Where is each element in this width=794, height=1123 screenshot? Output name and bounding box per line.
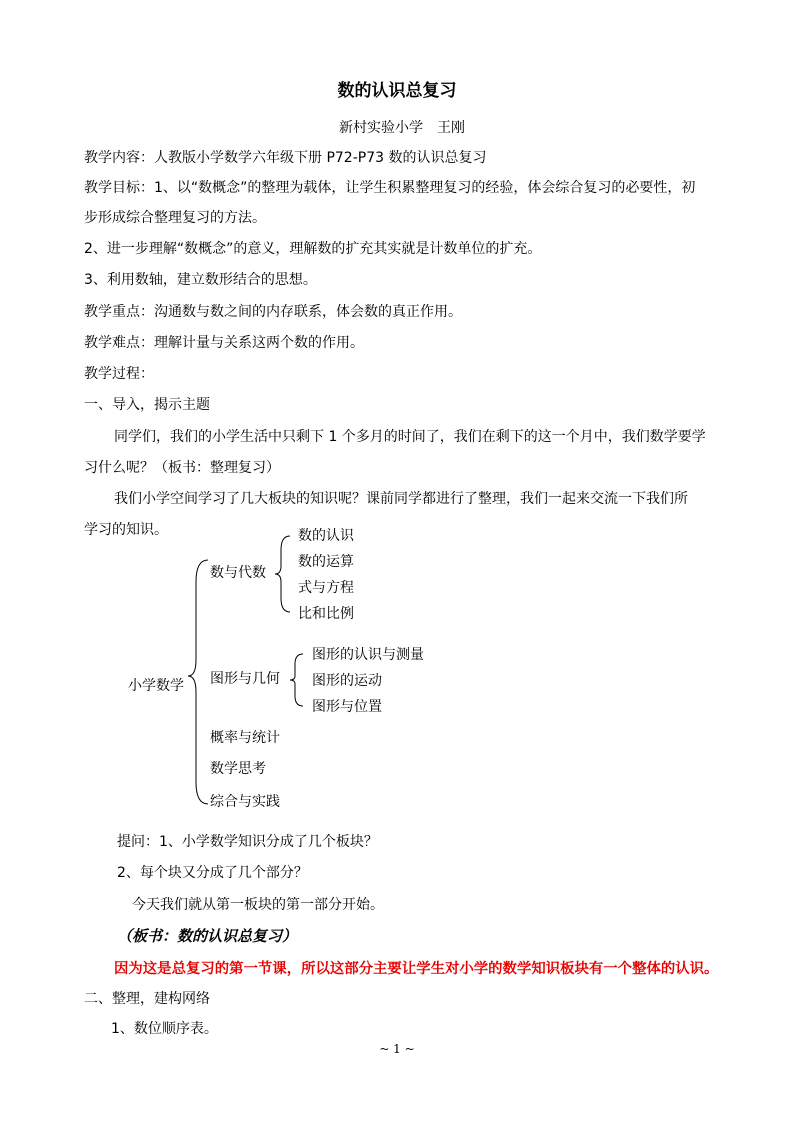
tree-branch-geometry: 图形与几何 [210, 671, 280, 687]
tree-root: 小学数学 [128, 678, 184, 694]
tree-branch-thinking: 数学思考 [210, 761, 266, 777]
board-note: （板书：数的认识总复习） [117, 927, 298, 945]
paragraph-1-cont: 习什么呢？（板书：整理复习） [84, 460, 280, 476]
teaching-goal-1-cont: 步形成综合整理复习的方法。 [84, 210, 266, 226]
tree-leaf: 数的认识 [298, 528, 354, 544]
subsection-1: 1、数位顺序表。 [111, 1021, 218, 1037]
brace-root [188, 560, 208, 804]
tree-leaf: 图形与位置 [312, 699, 382, 715]
today-line: 今天我们就从第一板块的第一部分开始。 [132, 897, 384, 913]
tree-leaf: 图形的认识与测量 [312, 647, 424, 663]
teacher-note-red: 因为这是总复习的第一节课，所以这部分主要让学生对小学的数学知识板块有一个整体的认识。 [114, 960, 719, 977]
section-1-heading: 一、导入，揭示主题 [84, 397, 210, 413]
tree-branch-algebra: 数与代数 [210, 565, 266, 581]
brace-geometry [290, 654, 303, 706]
brace-algebra [275, 536, 290, 612]
paragraph-2-cont: 学习的知识。 [84, 522, 168, 538]
teaching-content: 教学内容：人教版小学数学六年级下册 P72-P73 数的认识总复习 [84, 150, 487, 166]
question-1: 提问：1、小学数学知识分成了几个板块？ [117, 834, 378, 850]
teaching-goal-1: 教学目标：1、以“数概念”的整理为载体，让学生积累整理复习的经验，体会综合复习的必要性，初 [84, 180, 696, 196]
process-heading: 教学过程： [84, 366, 154, 382]
tree-leaf: 式与方程 [298, 580, 354, 596]
key-point: 教学重点：沟通数与数之间的内存联系，体会数的真正作用。 [84, 304, 462, 320]
teaching-goal-3: 3、利用数轴，建立数形结合的思想。 [84, 272, 317, 288]
tree-branch-practice: 综合与实践 [210, 794, 280, 810]
difficulty: 教学难点：理解计量与关系这两个数的作用。 [84, 335, 364, 351]
tree-branch-statistics: 概率与统计 [210, 730, 280, 746]
teaching-goal-2: 2、进一步理解“数概念”的意义，理解数的扩充其实就是计数单位的扩充。 [84, 241, 542, 257]
page-number: ~ 1 ~ [379, 1042, 415, 1056]
paragraph-2: 我们小学空间学习了几大板块的知识呢？课前同学都进行了整理，我们一起来交流一下我们所 [114, 491, 688, 507]
section-2-heading: 二、整理，建构网络 [84, 991, 210, 1007]
tree-leaf: 数的运算 [298, 554, 354, 570]
tree-leaf: 比和比例 [298, 606, 354, 622]
tree-leaf: 图形的运动 [312, 673, 382, 689]
page-title: 数的认识总复习 [337, 81, 457, 101]
paragraph-1: 同学们，我们的小学生活中只剩下 1 个多月的时间了，我们在剩下的这一个月中，我们数学要学 [114, 429, 706, 445]
question-2: 2、每个块又分成了几个部分？ [117, 865, 308, 881]
author-line: 新村实验小学 王刚 [339, 120, 465, 136]
